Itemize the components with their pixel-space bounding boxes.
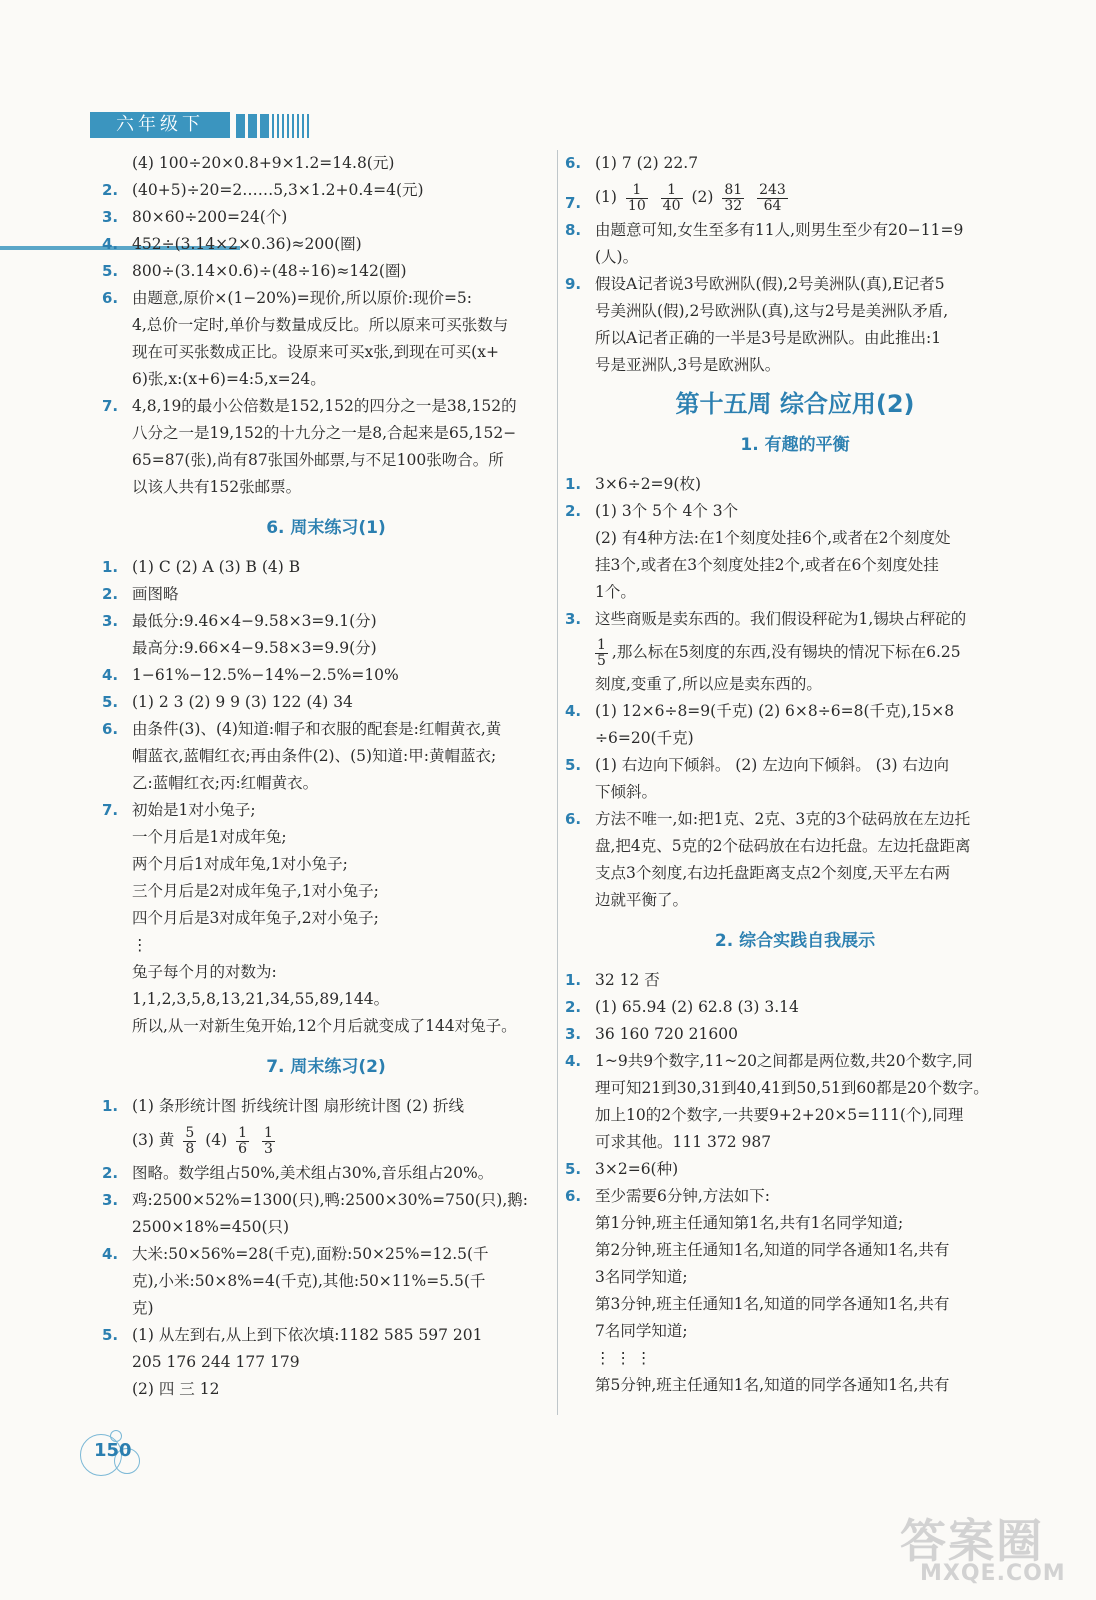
answer-item (565, 752, 1025, 806)
fraction (595, 638, 608, 669)
answer-line: 八分之一是19,152的十九分之一是8,合起来是65,152− (132, 424, 517, 442)
answer-line: 以该人共有152张邮票。 (132, 478, 302, 496)
answer-line: 一个月后是1对成年兔; (132, 828, 287, 846)
answer-text: (1) 2 3 (2) 9 9 (3) 122 (4) 34 (132, 693, 353, 711)
answer-item (102, 662, 550, 689)
answer-item (102, 204, 550, 231)
item-number: 3. (102, 208, 119, 226)
answer-line: 初始是1对小兔子; (132, 801, 256, 819)
answer-item (565, 1183, 1025, 1399)
item-number: 3. (102, 612, 119, 630)
answer-item (565, 606, 1025, 698)
answer-line: 第2分钟,班主任通知1名,知道的同学各通知1名,共有 (595, 1241, 950, 1259)
numerator: 81 (724, 181, 743, 198)
item-number: 5. (565, 1160, 582, 1178)
numerator: 1 (661, 183, 683, 199)
answer-item (102, 1160, 550, 1187)
answer-line: (2) 有4种方法:在1个刻度处挂6个,或者在2个刻度处 (595, 529, 951, 547)
answer-item (102, 1241, 550, 1322)
numerator: 1 (597, 636, 606, 653)
item-number: 4. (102, 666, 119, 684)
answer-line: 兔子每个月的对数为: (132, 963, 277, 981)
answer-line (595, 633, 1025, 671)
answer-line: 帽蓝衣,蓝帽红衣;再由条件(2)、(5)知道:甲:黄帽蓝衣; (132, 747, 497, 765)
answer-line: 克) (132, 1299, 154, 1317)
fraction (757, 183, 788, 214)
fraction (661, 183, 683, 214)
grade-label: 六年级下 (90, 112, 230, 138)
item-number: 5. (102, 693, 119, 711)
answer-line: (2) 四 三 12 (132, 1380, 220, 1398)
item-number: 1. (102, 1097, 119, 1115)
item-number: 4. (102, 235, 119, 253)
answer-item (102, 177, 550, 204)
answer-line: 乙:蓝帽红衣;丙:红帽黄衣。 (132, 774, 319, 792)
answer-text: 1−61%−12.5%−14%−2.5%=10% (132, 666, 399, 684)
answer-line: (人)。 (595, 248, 639, 266)
item-number: 8. (565, 221, 582, 239)
answer-text: (1) C (2) A (3) B (4) B (132, 558, 301, 576)
answer-line: 克),小米:50×8%=4(千克),其他:50×11%=5.5(千 (132, 1272, 486, 1290)
answer-line: 2500×18%=450(只) (132, 1218, 290, 1236)
answer-line: 所以A记者正确的一半是3号是欧洲队。由此推出:1 (595, 329, 942, 347)
answer-line: (1) 12×6÷8=9(千克) (2) 6×8÷6=8(千克),15×8 (595, 702, 955, 720)
item-number: 2. (565, 502, 582, 520)
item-number: 9. (565, 275, 582, 293)
section-title: 1. 有趣的平衡 (740, 435, 850, 455)
item-number: 5. (102, 1326, 119, 1344)
item-number: 5. (102, 262, 119, 280)
answer-line: 由条件(3)、(4)知道:帽子和衣服的配套是:红帽黄衣,黄 (132, 720, 502, 738)
answer-line: 号是亚洲队,3号是欧洲队。 (595, 356, 781, 374)
answer-item (102, 258, 550, 285)
answer-line: 下倾斜。 (595, 783, 658, 801)
item-number: 1. (102, 558, 119, 576)
answer-line: 205 176 244 177 179 (132, 1353, 300, 1371)
item-number: 2. (102, 181, 119, 199)
answer-item (565, 967, 1025, 994)
answer-text: 800÷(3.14×0.6)÷(48÷16)≈142(圈) (132, 262, 407, 280)
answer-line: 1,1,2,3,5,8,13,21,34,55,89,144。 (132, 990, 390, 1008)
answer-item (565, 1048, 1025, 1156)
section-title: 7. 周末练习(2) (266, 1057, 386, 1077)
answer-line: 所以,从一对新生兔开始,12个月后就变成了144对兔子。 (132, 1017, 517, 1035)
item-number: 1. (565, 971, 582, 989)
answer-item (102, 716, 550, 797)
page-number-text: 150 (94, 1440, 132, 1461)
answer-line (132, 1120, 550, 1160)
answer-item (565, 217, 1025, 271)
answer-line: ⋮ ⋮ ⋮ (595, 1349, 652, 1367)
answer-item (565, 1156, 1025, 1183)
item-number: 4. (565, 702, 582, 720)
answer-line: 支点3个刻度,右边托盘距离支点2个刻度,天平左右两 (595, 864, 951, 882)
numerator: 1 (238, 1124, 248, 1141)
item-number: 6. (565, 154, 582, 172)
answer-line: 由题意,原价×(1−20%)=现价,所以原价:现价=5: (132, 289, 473, 307)
answer-line: 这些商贩是卖东西的。我们假设秤砣为1,锡块占秤砣的 (595, 610, 967, 628)
answer-text: 3×6÷2=9(枚) (595, 475, 702, 493)
answer-text: (1) 7 (2) 22.7 (595, 154, 699, 172)
answer-item (102, 1093, 550, 1160)
item-number: 7. (102, 397, 119, 415)
answer-text: 3×2=6(种) (595, 1160, 679, 1178)
answer-line: 边就平衡了。 (595, 891, 689, 909)
numerator: 243 (759, 181, 786, 198)
item-number: 5. (565, 756, 582, 774)
answer-text: 452÷(3.14×2×0.36)≈200(圈) (132, 235, 362, 253)
answer-line: 由题意可知,女生至多有11人,则男生至少有20−11=9 (595, 221, 964, 239)
answer-item (102, 1322, 550, 1403)
week-title: 第十五周 综合应用(2) (675, 390, 915, 418)
answer-item (565, 498, 1025, 606)
answer-item (565, 471, 1025, 498)
answer-item (565, 698, 1025, 752)
denominator: 64 (763, 197, 782, 214)
section-title: 6. 周末练习(1) (266, 518, 386, 538)
answer-item (102, 393, 550, 501)
answer-item (102, 1187, 550, 1241)
item-number: 4. (102, 1245, 119, 1263)
item-number: 6. (565, 1187, 582, 1205)
item-number: 6. (102, 289, 119, 307)
answer-text: (1) (595, 188, 617, 206)
answer-item (102, 554, 550, 581)
answer-line: (1) 右边向下倾斜。 (2) 左边向下倾斜。 (3) 右边向 (595, 756, 950, 774)
denominator: 8 (185, 1140, 195, 1157)
item-number: 2. (102, 1164, 119, 1182)
item-number: 6. (565, 810, 582, 828)
answer-line: 现在可买张数成正比。设原来可买x张,到现在可买(x+ (132, 343, 499, 361)
answer-line: 6)张,x:(x+6)=4:5,x=24。 (132, 370, 326, 388)
answer-text: 画图略 (132, 585, 179, 603)
answer-item (102, 608, 550, 662)
answer-line: 可求其他。111 372 987 (595, 1133, 772, 1151)
fraction (722, 183, 744, 214)
denominator: 10 (627, 197, 646, 214)
denominator: 32 (724, 197, 743, 214)
answer-line: 第3分钟,班主任通知1名,知道的同学各通知1名,共有 (595, 1295, 950, 1313)
answer-line: 大米:50×56%=28(千克),面粉:50×25%=12.5(千 (132, 1245, 489, 1263)
answer-line: 两个月后1对成年兔,1对小兔子; (132, 855, 348, 873)
item-number: 3. (565, 610, 582, 628)
answer-item (565, 806, 1025, 914)
answer-line: 1个。 (595, 583, 636, 601)
numerator: 1 (263, 1124, 273, 1141)
item-number: 7. (565, 194, 582, 212)
answer-line: (1) 从左到右,从上到下依次填:1182 585 597 201 (132, 1326, 483, 1344)
answer-line: 号美洲队(假),2号欧洲队(真),这与2号是美洲队矛盾, (595, 302, 949, 320)
fraction (262, 1126, 275, 1157)
answer-line: 最高分:9.66×4−9.58×3=9.9(分) (132, 639, 377, 657)
item-number: 7. (102, 801, 119, 819)
answer-item (102, 285, 550, 393)
answer-text: (1) 65.94 (2) 62.8 (3) 3.14 (595, 998, 799, 1016)
item-number: 2. (102, 585, 119, 603)
answer-item (102, 581, 550, 608)
denominator: 6 (238, 1140, 248, 1157)
left-column (102, 150, 550, 1403)
answer-line: 7名同学知道; (595, 1322, 688, 1340)
answer-line: 刻度,变重了,所以应是卖东西的。 (595, 675, 822, 693)
answer-item (565, 177, 1025, 217)
answer-line: 65=87(张),尚有87张国外邮票,与不足100张吻合。所 (132, 451, 504, 469)
right-column (565, 150, 1025, 1399)
section-title: 2. 综合实践自我展示 (714, 931, 876, 951)
answer-line: 方法不唯一,如:把1克、2克、3克的3个砝码放在左边托 (595, 810, 971, 828)
denominator: 5 (597, 652, 606, 669)
page-number (80, 1430, 160, 1476)
answer-text: (40+5)÷20=2……5,3×1.2+0.4=4(元) (132, 181, 424, 199)
answer-text: 80×60÷200=24(个) (132, 208, 288, 226)
answer-text: (3) 黄 (132, 1131, 175, 1149)
answer-line: 至少需要6分钟,方法如下: (595, 1187, 771, 1205)
answer-line: 盘,把4克、5克的2个砝码放在右边托盘。左边托盘距离 (595, 837, 971, 855)
answer-line: 鸡:2500×52%=1300(只),鸭:2500×30%=750(只),鹅: (132, 1191, 528, 1209)
answer-text: 36 160 720 21600 (595, 1025, 738, 1043)
answer-line: 假设A记者说3号欧洲队(假),2号美洲队(真),E记者5 (595, 275, 945, 293)
answer-line: 最低分:9.46×4−9.58×3=9.1(分) (132, 612, 377, 630)
item-number: 3. (565, 1025, 582, 1043)
answer-line: 1~9共9个数字,11~20之间都是两位数,共20个数字,同 (595, 1052, 973, 1070)
watermark-logo: 答案圈 (900, 1514, 1044, 1568)
watermark (890, 1505, 1090, 1595)
answer-line: 3名同学知道; (595, 1268, 688, 1286)
answer-text: (2) (691, 188, 714, 206)
answer-line: ÷6=20(千克) (595, 729, 694, 747)
answer-line: 第1分钟,班主任通知第1名,共有1名同学知道; (595, 1214, 904, 1232)
answer-item (102, 689, 550, 716)
fraction (626, 183, 648, 214)
item-number: 1. (565, 475, 582, 493)
denominator: 3 (263, 1140, 273, 1157)
answer-item (565, 1021, 1025, 1048)
answer-text: ,那么标在5刻度的东西,没有锡块的情况下标在6.25 (611, 643, 961, 661)
item-number: 4. (565, 1052, 582, 1070)
answer-line: 加上10的2个数字,一共要9+2+20×5=111(个),同理 (595, 1106, 964, 1124)
answer-text: 图略。数学组占50%,美术组占30%,音乐组占20%。 (132, 1164, 494, 1182)
answer-line: (1) 条形统计图 折线统计图 扇形统计图 (2) 折线 (132, 1097, 465, 1115)
answer-line: (1) 3个 5个 4个 3个 (595, 502, 739, 520)
denominator: 40 (662, 197, 681, 214)
answer-item (102, 231, 550, 258)
answer-line: 三个月后是2对成年兔子,1对小兔子; (132, 882, 379, 900)
answer-text: 32 12 否 (595, 971, 660, 989)
answer-line: 4,总价一定时,单价与数量成反比。所以原来可买张数与 (132, 316, 509, 334)
fraction (236, 1126, 249, 1157)
item-number: 6. (102, 720, 119, 738)
answer-line: 第5分钟,班主任通知1名,知道的同学各通知1名,共有 (595, 1376, 950, 1394)
fraction (183, 1126, 196, 1157)
answer-item (565, 150, 1025, 177)
answer-item (565, 994, 1025, 1021)
column-divider (557, 150, 558, 1415)
answer-item (565, 271, 1025, 379)
answer-line: 理可知21到30,31到40,41到50,51到60都是20个数字。 (595, 1079, 989, 1097)
answer-line: ⋮ (132, 936, 148, 954)
item-number: 2. (565, 998, 582, 1016)
answer-line: 四个月后是3对成年兔子,2对小兔子; (132, 909, 379, 927)
answer-text: (4) 100÷20×0.8+9×1.2=14.8(元) (132, 154, 395, 172)
answer-text: (4) (205, 1131, 228, 1149)
answer-line: 挂3个,或者在3个刻度处挂2个,或者在6个刻度处挂 (595, 556, 939, 574)
answer-line: 4,8,19的最小公倍数是152,152的四分之一是38,152的 (132, 397, 517, 415)
watermark-url: MXQE.COM (920, 1561, 1066, 1586)
item-number: 3. (102, 1191, 119, 1209)
numerator: 1 (626, 183, 648, 199)
answer-item (102, 797, 550, 1040)
answer-item (102, 150, 550, 177)
header-stripes (236, 114, 316, 138)
numerator: 5 (185, 1124, 195, 1141)
